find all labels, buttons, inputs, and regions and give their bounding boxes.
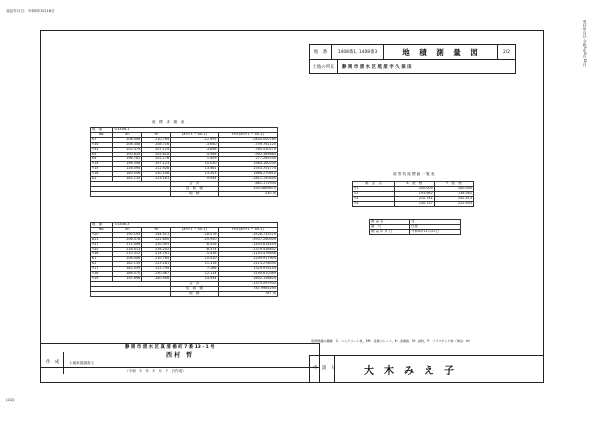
table-cell: 212.928 (142, 167, 171, 172)
sum-label: 合 計 (171, 181, 218, 186)
area-row (91, 291, 278, 296)
table-cell: K2 (91, 262, 113, 267)
column-header: No. (91, 227, 113, 232)
table-cell: 206.308 (113, 142, 142, 147)
table-cell: -5.438 (171, 252, 218, 257)
sum-value: -661.172934 (218, 181, 277, 186)
table-cell: -759.761120 (218, 142, 277, 147)
table-cell: 210.764 (142, 257, 171, 262)
table-cell: 220.391 (142, 242, 171, 247)
table-cell: 202.379 (113, 147, 142, 152)
table-cell: -3.696 (171, 147, 218, 152)
table-cell: Y14 (91, 162, 113, 167)
table-cell: K1 (91, 137, 113, 142)
table-cell: 令和4年11月22日 (410, 229, 461, 234)
surveyor-block (40, 343, 320, 383)
table-cell: 200.000 (394, 186, 434, 191)
table-cell: 207.124 (142, 147, 171, 152)
table2-body (91, 232, 278, 281)
table-cell: -992.389660 (218, 152, 277, 157)
table-cell: K5 (91, 152, 113, 157)
column-header: X 座 標 (394, 182, 434, 187)
table-cell: 230.467 (142, 272, 171, 277)
table-cell: Y17 (91, 267, 113, 272)
table-row (370, 229, 461, 234)
table-cell: -25.950 (171, 237, 218, 242)
table-cell: Y35 (91, 247, 113, 252)
table-cell: 223.181 (142, 177, 171, 182)
table1-caption: 座 標 求 積 表 (152, 120, 185, 124)
table-cell: 182.135 (113, 177, 142, 182)
table-cell: 200.839 (113, 152, 142, 157)
table-cell: 210.312 (113, 252, 142, 257)
table-cell: Y15 (91, 167, 113, 172)
location-label: 土地の所在 (310, 60, 338, 74)
column-header: Y 座 標 (434, 182, 473, 187)
column-header: Yn (142, 132, 171, 137)
table-cell: 138.562 (434, 191, 473, 196)
lot-value: 1408番1, 1408番3 (332, 45, 384, 59)
table-cell: -765.530270 (218, 147, 277, 152)
table-cell: 2113.276050 (218, 262, 277, 267)
table-cell: -3528.735219 (218, 232, 277, 237)
table-cell: 116.594 (113, 167, 142, 172)
table-cell: 182.559 (113, 267, 142, 272)
table-cell: -3.640 (171, 142, 218, 147)
table-cell: 222.794 (142, 267, 171, 272)
table-cell: 2602.156624 (218, 276, 277, 281)
table-cell: -6.528 (171, 242, 218, 247)
table-cell: Y20 (91, 232, 113, 237)
page-indicator: 2/2 (502, 49, 511, 55)
area-unit: ㎡ (272, 290, 276, 295)
page-footer: (2/2) (6, 398, 15, 402)
table-cell: A21 (91, 237, 113, 242)
table-cell: 1.409 (171, 157, 218, 162)
creation-date: （令和 5 年 5 月 7 日作成） (125, 369, 186, 373)
table-cell: 214.761 (142, 252, 171, 257)
table-cell: K1 (91, 257, 113, 262)
table-cell: 13.203 (171, 172, 218, 177)
registration-date: 登記年月日：令和5年5月18日 (6, 9, 55, 13)
table-cell: Y33 (91, 147, 113, 152)
applicant-label: 申 請 人 (313, 366, 335, 371)
table-cell: 206.378 (113, 237, 142, 242)
table-cell: 208.716 (142, 142, 171, 147)
table-cell: 212.006 (113, 242, 142, 247)
column-header: Yn (142, 227, 171, 232)
table-cell: Y2 (353, 191, 395, 196)
table-cell: -1379.416402 (218, 247, 277, 252)
table-cell: 1329.976154 (218, 267, 277, 272)
title-block (309, 44, 516, 74)
table-cell: 180.506 (113, 172, 142, 177)
table-cell: Y18 (91, 272, 113, 277)
table-cell: -18.078 (171, 232, 218, 237)
table-cell: 北 (410, 220, 461, 225)
table-cell: 222.600 (142, 237, 171, 242)
table-cell: 測 量 年 月 日 (370, 229, 410, 234)
table-row (353, 201, 474, 206)
table-cell: 2209.917904 (218, 257, 277, 262)
table-cell: 10.410 (171, 257, 218, 262)
table-cell: 縮 尺 (370, 224, 410, 229)
survey-info-table (369, 219, 461, 235)
table-cell: -6.374 (171, 247, 218, 252)
table-cell: 210.741 (394, 196, 434, 201)
column-header: (Xn+1 − Xn-1) (171, 132, 218, 137)
table-cell: 202.176 (142, 157, 171, 162)
table-header-row (353, 182, 474, 187)
maker-value: 土地家屋調査士 (69, 361, 95, 365)
column-header: Xn (113, 132, 142, 137)
table-cell: -5937.260009 (218, 237, 277, 242)
table-cell: Y1 (353, 186, 395, 191)
table-cell: K4 (91, 157, 113, 162)
double-area-label: 倍 面 積 (171, 186, 218, 191)
boundary-coordinate-table (352, 181, 474, 207)
area-unit: ㎡ (272, 190, 276, 195)
table-cell: Y37 (91, 242, 113, 247)
table-cell: Y16 (91, 172, 113, 177)
title-row (310, 45, 515, 60)
applicant-name: 大 木 み え 子 (364, 366, 454, 377)
table-cell: Y36 (91, 252, 113, 257)
column-header: No. (91, 132, 113, 137)
sum-label: 合 計 (171, 281, 218, 286)
table-cell: 210.764 (142, 137, 171, 142)
table-cell: 207.123 (142, 162, 171, 167)
table-cell: 206.006 (113, 137, 142, 142)
area-row (91, 191, 278, 196)
table-cell: 216.202 (142, 247, 171, 252)
table-cell: 12.114 (171, 272, 218, 277)
side-vertical-text: 受付年月日 令和5年5月18日 (583, 20, 588, 67)
document-title: 地 積 測 量 図 (384, 45, 498, 59)
boundary-caption: 境 界 杭 座 標 値 一 覧 表 (393, 172, 435, 176)
table-cell: 205.818 (142, 152, 171, 157)
table-cell: 216.413 (113, 247, 142, 252)
table-cell: 3194.670369 (218, 272, 277, 277)
table-cell: 200.000 (434, 186, 473, 191)
table-cell: 193.962 (394, 191, 434, 196)
table-cell: 242.413 (434, 196, 473, 201)
table-cell: 196.782 (113, 157, 142, 162)
table-cell: 223.181 (142, 262, 171, 267)
table-cell: 220.108 (142, 172, 171, 177)
table-cell: 13.461 (171, 167, 218, 172)
table-cell: 244.511 (142, 232, 171, 237)
table-cell: -12.495 (171, 137, 218, 142)
table-cell: 11.318 (171, 262, 218, 267)
location-value: 静 岡 市 清 水 区 尾 原 字 久 保 田 (342, 64, 412, 70)
double-area-value: 787.9985290 (218, 286, 277, 291)
table-cell: 任意 (410, 224, 461, 229)
table-cell: -9.944 (171, 177, 218, 182)
table-cell: K2 (91, 177, 113, 182)
table-cell: -1811.150440 (218, 177, 277, 182)
table-cell: Y34 (91, 142, 113, 147)
table-cell: 14.944 (171, 276, 218, 281)
date-row (40, 367, 320, 383)
table-cell: 240.908 (142, 276, 171, 281)
table-cell: 222.453 (434, 201, 473, 206)
table-cell: 182.135 (113, 262, 142, 267)
area-value: 787 (265, 290, 272, 295)
sum-value: -1575.097932 (218, 281, 277, 286)
table-cell: 1984.160200 (218, 162, 277, 167)
area-label: 地 積 (171, 191, 218, 196)
boundary-table-body (353, 186, 474, 206)
lot-label: 地 番 (310, 45, 332, 59)
table-cell: 191.696 (113, 276, 142, 281)
table-cell: Y4 (353, 201, 395, 206)
area-label: 地 積 (171, 291, 218, 296)
applicant-block (309, 333, 544, 383)
table-cell: 206.006 (113, 257, 142, 262)
column-header: Yn×(Xn+1 − Xn-1) (218, 227, 277, 232)
column-header: Yn×(Xn+1 − Xn-1) (218, 132, 277, 137)
column-header: (Xn+1 − Xn-1) (171, 227, 218, 232)
coordinate-table-2 (90, 222, 278, 297)
table-cell: -1143.476656 (218, 252, 277, 257)
table-cell: 277.265200 (218, 157, 277, 162)
maker-label: 作 成 (46, 360, 60, 365)
table-cell: 230.737 (394, 201, 434, 206)
lot-label: 地 番 (91, 223, 113, 228)
area-value: 330 (265, 190, 272, 195)
column-header: 測 点 名 (353, 182, 395, 187)
table-cell: 1866.270610 (218, 172, 277, 177)
table-cell: -4.946 (171, 152, 218, 157)
lot-value: ①1408-3 (113, 223, 278, 228)
table-cell: -2635.000780 (218, 137, 277, 142)
surveyor-name: 西 村 哲 (166, 352, 193, 359)
lot-label: 地 番 (91, 128, 113, 133)
marker-legend: 境界標識の種類 C：コンクリート杭，KM：金属プレート，K：金属鋲，M：鉄杭，P：プラスチック杭（単位：m） (311, 339, 473, 343)
survey-info-body (370, 220, 461, 235)
table-cell: -1403.614459 (218, 242, 277, 247)
table-cell: 198.308 (113, 162, 142, 167)
table-cell: 186.570 (113, 272, 142, 277)
table-cell: 測 量 名 (370, 220, 410, 225)
table-cell: 190.195 (113, 232, 142, 237)
double-area-value: 330.5869670 (218, 186, 277, 191)
table1-body (91, 137, 278, 181)
coordinate-table-1 (90, 127, 278, 197)
table-cell: 2353.701774 (218, 167, 277, 172)
lot-value: ①1408-1 (113, 128, 278, 133)
table-cell: 10.030 (171, 162, 218, 167)
column-header: Xn (113, 227, 142, 232)
double-area-label: 倍 面 積 (171, 286, 218, 291)
surveyor-address: 静 岡 市 清 水 区 真 清 楊 町 7 番 13 - 1 号 (125, 345, 215, 350)
table-cell: Y3 (353, 196, 395, 201)
table-cell: Y19 (91, 276, 113, 281)
table-cell: 7.286 (171, 267, 218, 272)
location-row (310, 60, 515, 74)
